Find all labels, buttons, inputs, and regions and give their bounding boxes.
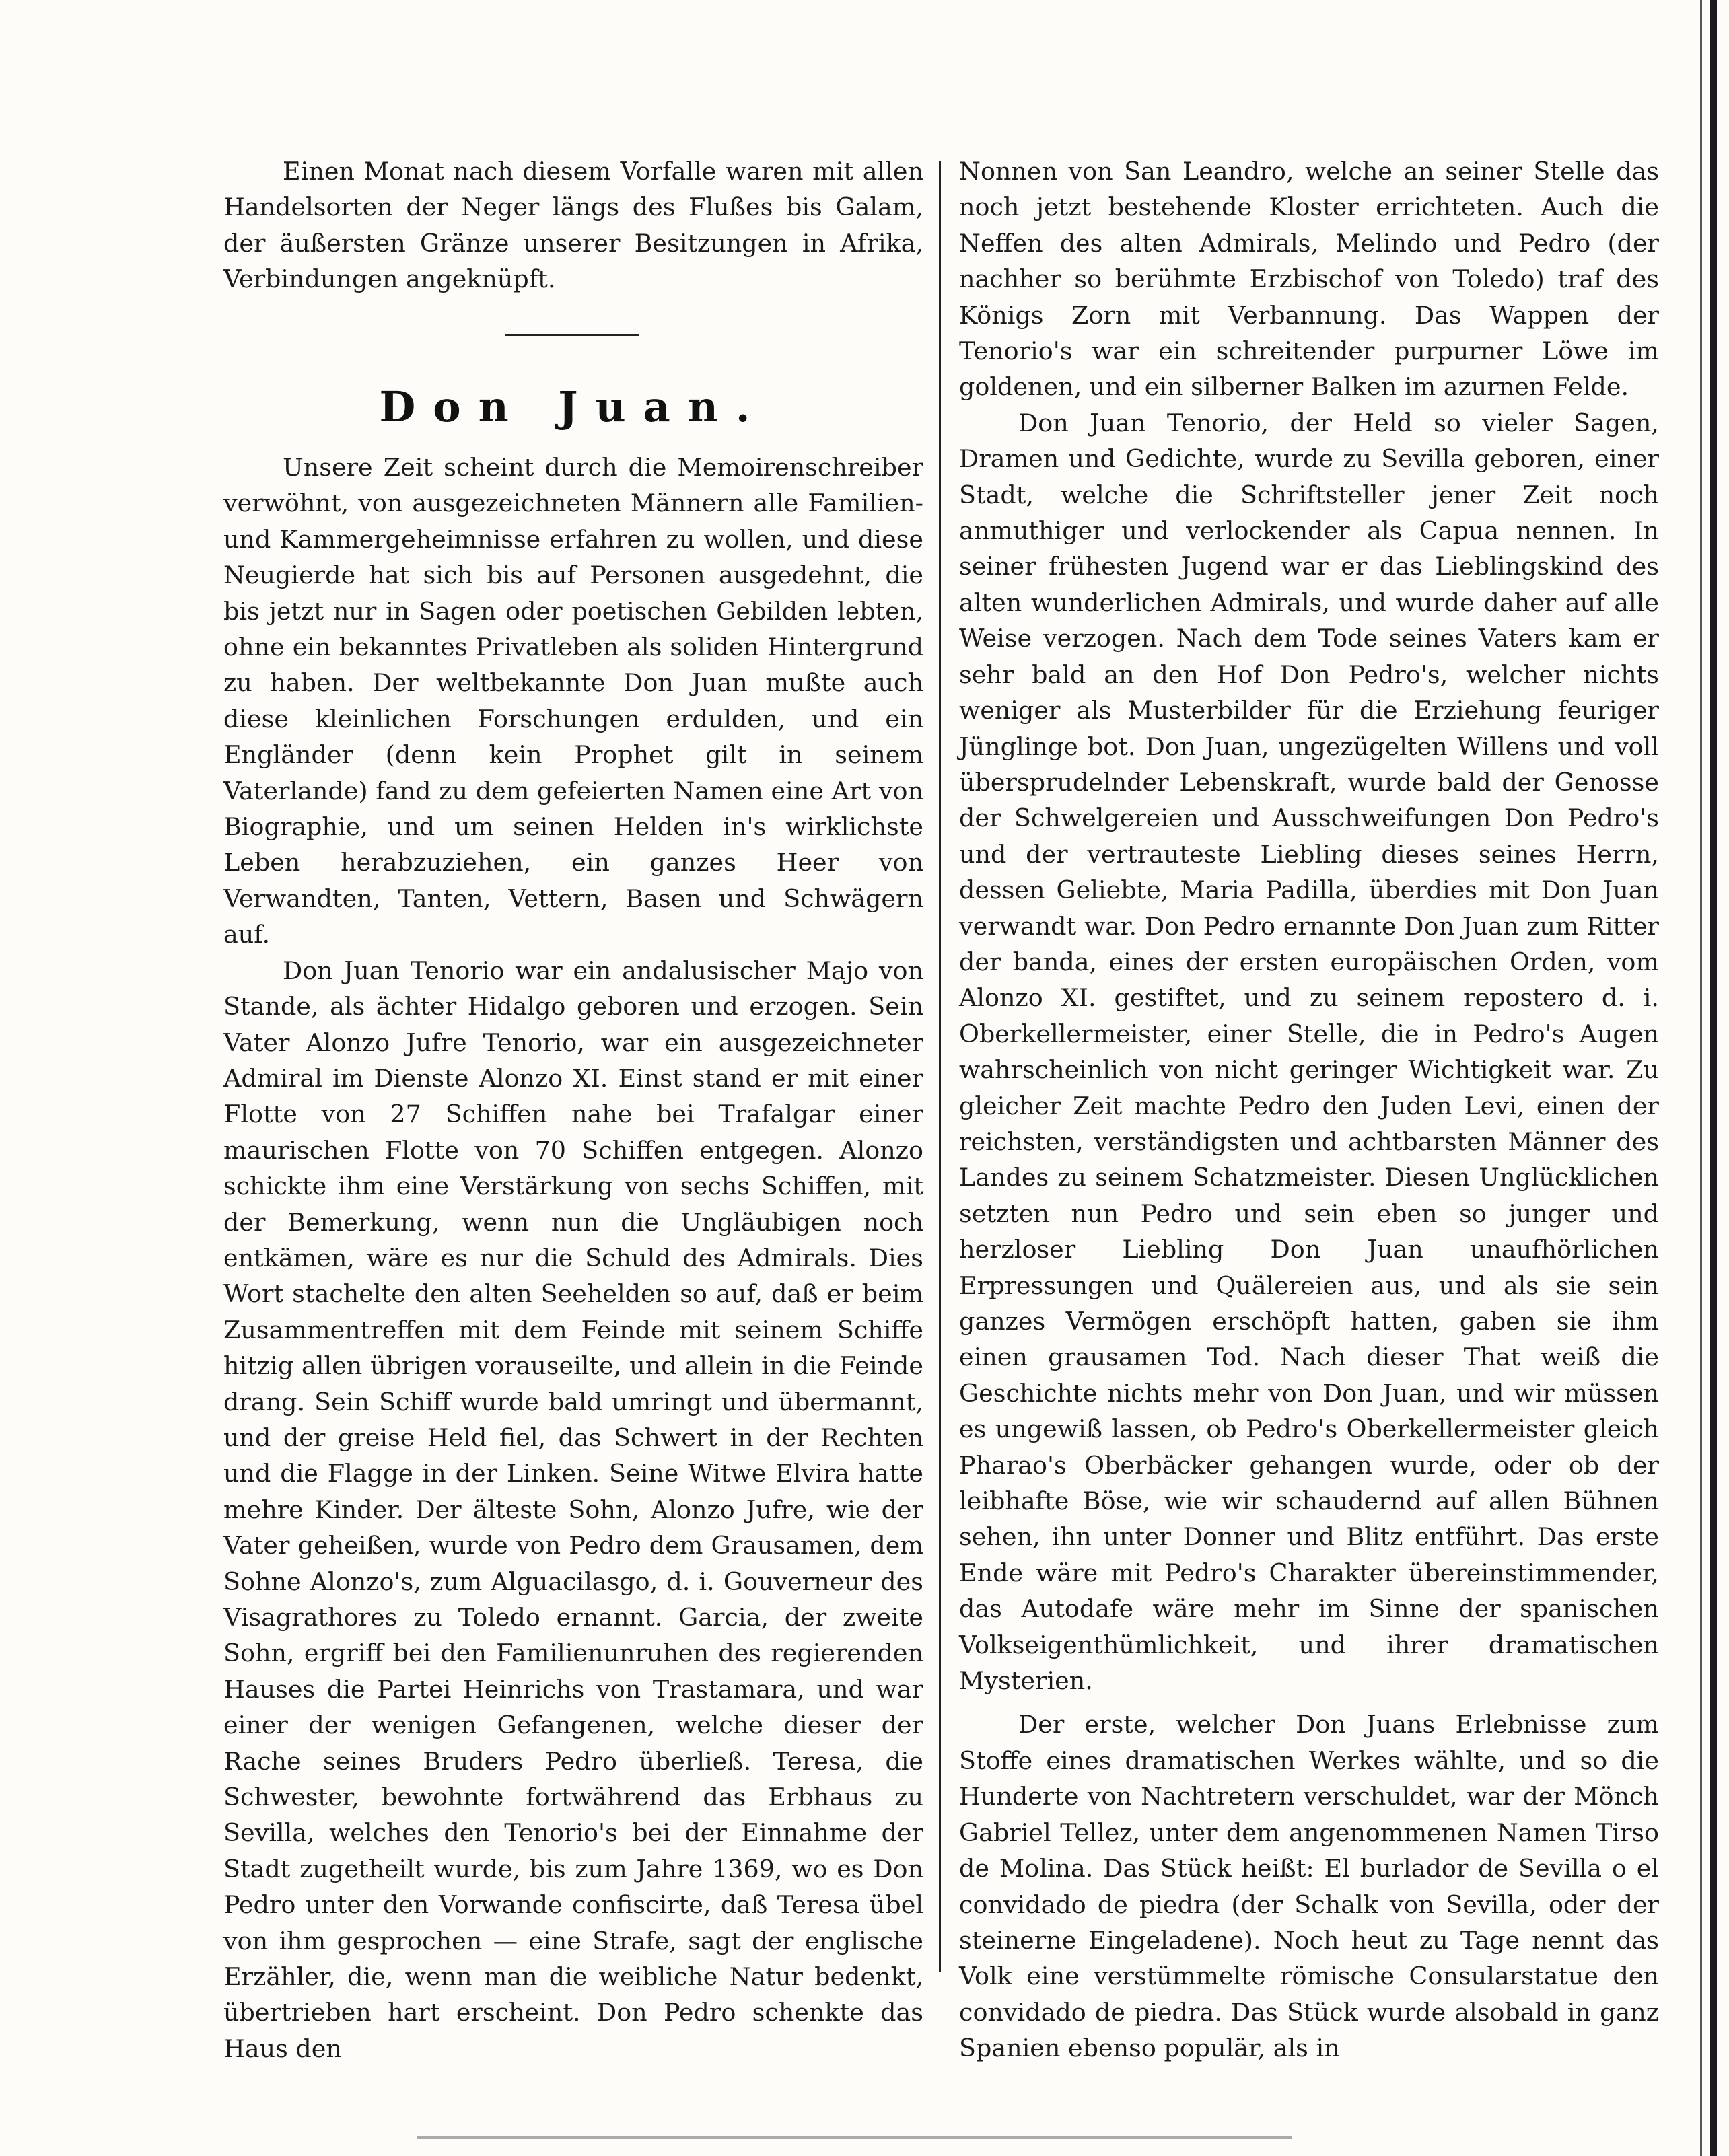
page-binding-edge: [1710, 0, 1717, 2156]
section-separator: [505, 334, 639, 336]
column-divider: [939, 161, 941, 1972]
intro-paragraph: Einen Monat nach diesem Vorfalle waren mit allen Handelsorten der Neger längs des Flußes bis Galam, der äußersten Gränze unserer Besitzungen in Afrika, Verbindungen angeknüpft.: [223, 157, 923, 294]
left-column-article: [223, 450, 923, 2067]
article-paragraph-2: Don Juan Tenorio war ein andalusischer Majo von Stande, als ächter Hidalgo geboren und erzogen. Sein Vater Alonzo Jufre Tenorio, war ein ausgezeichneter Admiral im Dienste Alonzo XI. Einst stand er mit einer Flotte von 27 Schiffen nahe bei Trafalgar einer maurischen Flotte von 70 Schiffen entgegen. Alonzo schickte ihm eine Verstärkung von sechs Schiffen, mit der Bemerkung, wenn nun die Ungläubigen noch entkämen, wäre es nur die Schuld des Admirals. Dies Wort stachelte den alten Seehelden so auf, daß er beim Zusammentreffen mit dem Feinde mit seinem Schiffe hitzig allen übrigen vorauseilte, und allein in die Feinde drang. Sein Schiff wurde bald umringt und übermannt, und der greise Held fiel, das Schwert in der Rechten und die Flagge in der Linken. Seine Witwe Elvira hatte mehre Kinder. Der älteste Sohn, Alonzo Jufre, wie der Vater geheißen, wurde von Pedro dem Grausamen, dem Sohne Alonzo's, zum Alguacilasgo, d. i. Gouverneur des Visagrathores zu Toledo ernannt. Garcia, der zweite Sohn, ergriff bei den Familienunruhen des regierenden Hauses die Partei Heinrichs von Trastamara, und war einer der wenigen Gefangenen, welche dieser der Rache seines Bruders Pedro überließ. Teresa, die Schwester, bewohnte fortwährend das Erbhaus zu Sevilla, welches den Tenorio's bei der Einnahme der Stadt zugetheilt wurde, bis zum Jahre 1369, wo es Don Pedro unter den Vorwande confiscirte, daß Teresa übel von ihm gesprochen — eine Strafe, sagt der englische Erzähler, die, wenn man die weibliche Natur bedenkt, übertrieben hart erscheint. Don Pedro schenkte das Haus den: [223, 956, 923, 2063]
right-paragraph-1: Nonnen von San Leandro, welche an seiner Stelle das noch jetzt bestehende Kloster errichteten. Auch die Neffen des alten Admirals, Melindo und Pedro (der nachher so berühmte Erzbischof von Toledo) traf des Königs Zorn mit Verbannung. Das Wappen der Tenorio's war ein schreitender purpurner Löwe im goldenen, und ein silberner Balken im azurnen Felde.: [959, 157, 1659, 402]
article-title: Don Juan.: [379, 382, 768, 431]
left-column: [223, 153, 923, 297]
article-paragraph-1: Unsere Zeit scheint durch die Memoirenschreiber verwöhnt, von ausgezeichneten Männern alle Familien- und Kammergeheimnisse erfahren zu wollen, und diese Neugierde hat sich bis auf Personen ausgedehnt, die bis jetzt nur in Sagen oder poetischen Gebilden lebten, ohne ein bekanntes Privatleben als soliden Hintergrund zu haben. Der weltbekannte Don Juan mußte auch diese kleinlichen Forschungen erdulden, und ein Engländer (denn kein Prophet gilt in seinem Vaterlande) fand zu dem gefeierten Namen eine Art von Biographie, und um seinen Helden in's wirklichste Leben herabzuziehen, ein ganzes Heer von Verwandten, Tanten, Vettern, Basen und Schwägern auf.: [223, 453, 923, 949]
right-column: [959, 153, 1659, 2067]
right-paragraph-3: Der erste, welcher Don Juans Erlebnisse zum Stoffe eines dramatischen Werkes wählte, und so die Hunderte von Nachtretern verschuldet, war der Mönch Gabriel Tellez, unter dem angenommenen Namen Tirso de Molina. Das Stück heißt: El burlador de Sevilla o el convidado de piedra (der Schalk von Sevilla, oder der steinerne Eingeladene). Noch heut zu Tage nennt das Volk eine verstümmelte römische Consularstatue den convidado de piedra. Das Stück wurde alsobald in ganz Spanien ebenso populär, als in: [959, 1710, 1659, 2063]
page-binding-edge-inner: [1700, 0, 1702, 2156]
bottom-edge-line: [417, 2136, 1292, 2139]
right-paragraph-2: Don Juan Tenorio, der Held so vieler Sagen, Dramen und Gedichte, wurde zu Sevilla geboren, einer Stadt, welche die Schriftsteller jener Zeit noch anmuthiger und verlockender als Capua nennen. In seiner frühesten Jugend war er das Lieblingskind des alten wunderlichen Admirals, und wurde daher auf alle Weise verzogen. Nach dem Tode seines Vaters kam er sehr bald an den Hof Don Pedro's, welcher nichts weniger als Musterbilder für die Erziehung feuriger Jünglinge bot. Don Juan, ungezügelten Willens und voll übersprudelnder Lebenskraft, wurde bald der Genosse der Schwelgereien und Ausschweifungen Don Pedro's und der vertrauteste Liebling dieses seines Herrn, dessen Geliebte, Maria Padilla, überdies mit Don Juan verwandt war. Don Pedro ernannte Don Juan zum Ritter der banda, eines der ersten europäischen Orden, vom Alonzo XI. gestiftet, und zu seinem repostero d. i. Oberkellermeister, einer Stelle, die in Pedro's Augen wahrscheinlich von nicht geringer Wichtigkeit war. Zu gleicher Zeit machte Pedro den Juden Levi, einen der reichsten, verständigsten und achtbarsten Männer des Landes zu seinem Schatzmeister. Diesen Unglücklichen setzten nun Pedro und sein eben so junger und herzloser Liebling Don Juan unaufhörlichen Erpressungen und Quälereien aus, und als sie sein ganzes Vermögen erschöpft hatten, gaben sie ihm einen grausamen Tod. Nach dieser That weiß die Geschichte nichts mehr von Don Juan, und wir müssen es ungewiß lassen, ob Pedro's Oberkellermeister gleich Pharao's Oberbäcker gehangen wurde, oder ob der leibhafte Böse, wie wir schaudernd auf allen Bühnen sehen, ihn unter Donner und Blitz entführt. Das erste Ende wäre mit Pedro's Charakter übereinstimmender, das Autodafe wäre mehr im Sinne der spanischen Volkseigenthümlichkeit, und ihrer dramatischen Mysterien.: [959, 408, 1659, 1696]
